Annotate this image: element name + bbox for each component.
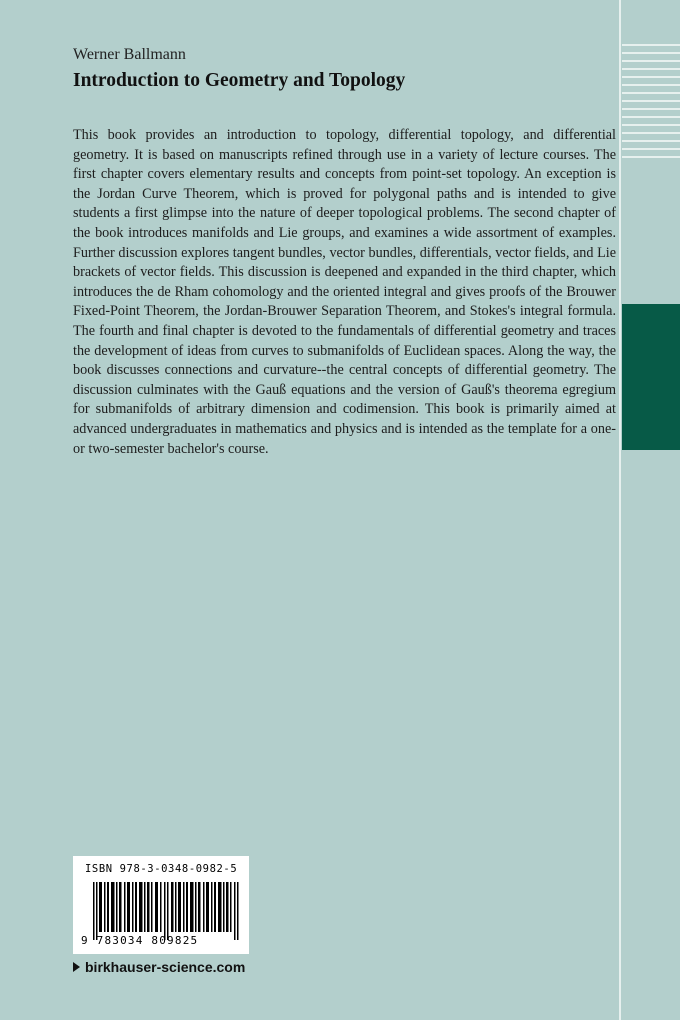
barcode-digits: 9 783034 809825 [81,934,199,947]
sidebar-divider-line [619,0,621,1020]
isbn-label: ISBN 978-3-0348-0982-5 [85,863,238,875]
barcode-bars [93,882,243,940]
publisher-url: birkhauser-science.com [85,959,246,975]
book-title: Introduction to Geometry and Topology [73,70,406,91]
book-description: This book provides an introduction to topology, differential topology, and differential geometry. It is based on manuscripts refined through use in a variety of lecture courses. The first chapter covers elementary results and concepts from point-set topology. An exception is the Jordan Curve Theorem, which is proved for polygonal paths and is intended to give students a first glimpse into the nature of deeper topological problems. The second chapter of the book introduces manifolds and Lie groups, and examines a wide assortment of examples. Further discussion explores tangent bundles, vector bundles, differentials, vector fields, and Lie brackets of vector fields. This discussion is deepened and expanded in the third chapter, which introduces the de Rham cohomology and the oriented integral and gives proofs of the Brouwer Fixed-Point Theorem, the Jordan-Brouwer Separation Theorem, and Stokes's integral formula. The fourth and final chapter is devoted to the fundamentals of differential geometry and traces the development of ideas from curves to submanifolds of Euclidean spaces. Along the way, the book discusses connections and curvature--the central concepts of differential geometry. The discussion culminates with the Gauß equations and the version of Gauß's theorema egregium for submanifolds of arbitrary dimension and codimension. This book is primarily aimed at advanced undergraduates in mathematics and physics and is intended as the template for a one- or two-semester bachelor's course. [73,127,616,457]
author-name: Werner Ballmann [73,46,186,63]
sidebar-green-block [622,304,680,450]
barcode-box [73,856,249,954]
sidebar-stripes [622,44,680,160]
publisher-link[interactable] [73,959,245,975]
arrow-right-icon [73,962,80,972]
